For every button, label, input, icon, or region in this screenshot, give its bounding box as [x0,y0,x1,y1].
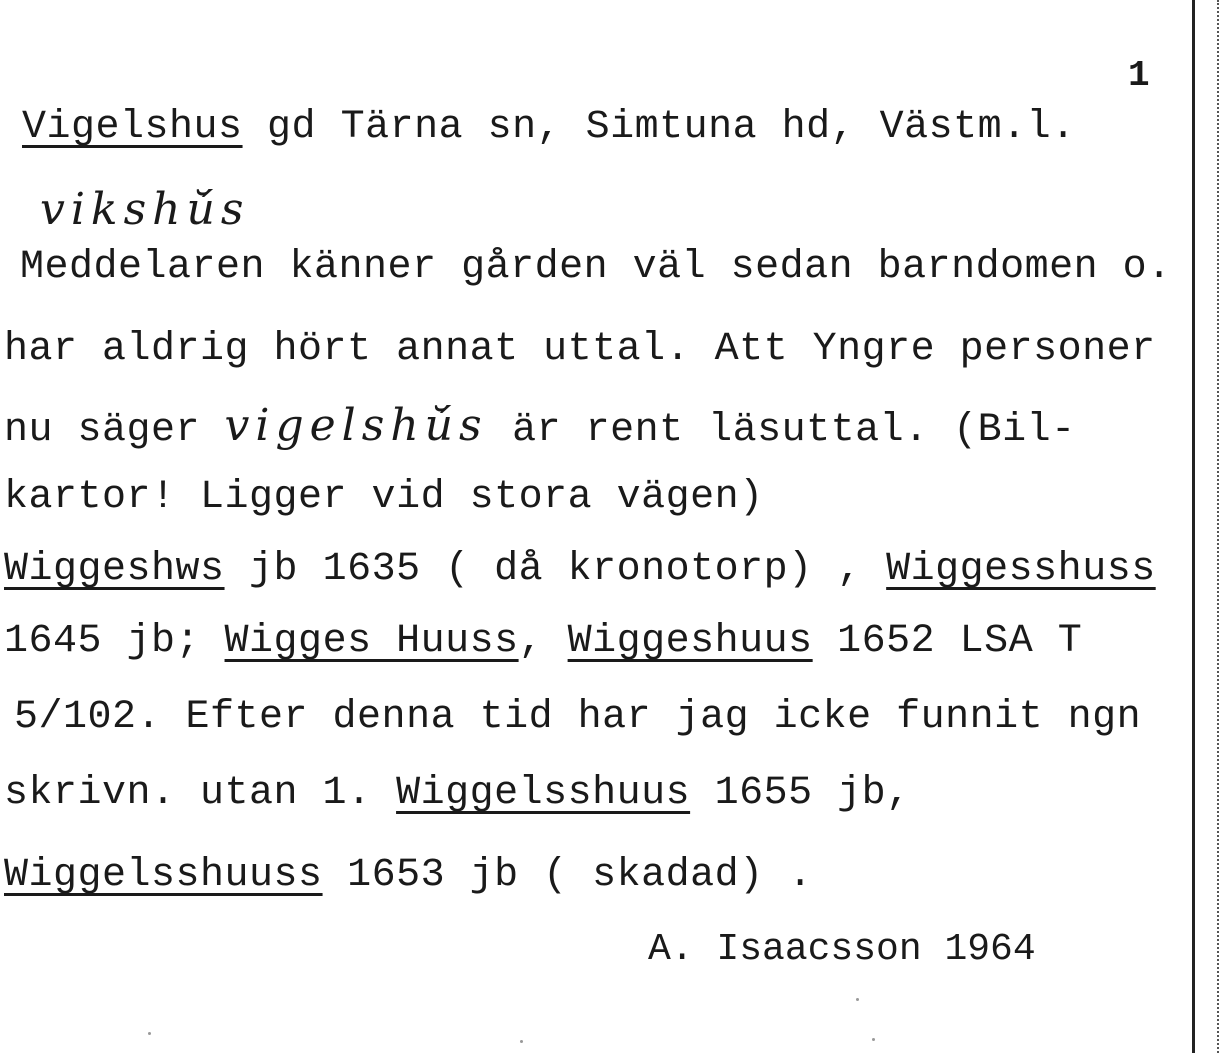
text-line-8-end: 1655 jb, [690,771,911,816]
text-line-5 [4,547,1156,592]
pronunciation-handwritten: vikshŭ́s [40,184,250,235]
form-wigges-huuss: Wigges Huuss [224,619,519,664]
paper-speck [148,1032,151,1035]
text-line-9 [4,853,813,898]
card-heading [22,105,1076,150]
form-wiggeshuus: Wiggeshuus [567,619,813,664]
text-line-5-mid: jb 1635 ( då kronotorp) , [224,547,887,592]
text-line-1: Meddelaren känner gården väl sedan barndomen o. [20,245,1172,290]
form-wiggelsshuuss: Wiggelsshuuss [4,853,323,898]
page-number: 1 [1128,55,1150,96]
paper-speck [520,1040,523,1043]
text-line-3-end: är rent läsuttal. (Bil- [487,408,1076,453]
text-line-6 [4,619,1083,664]
text-line-8-start: skrivn. utan 1. [4,771,397,816]
signature: A. Isaacsson 1964 [648,928,1036,971]
text-line-9-end: 1653 jb ( skadad) . [322,853,813,898]
text-line-7: 5/102. Efter denna tid har jag icke funnit ngn [14,695,1142,740]
place-name: Vigelshus [22,105,243,150]
form-wiggesshuss: Wiggesshuss [886,547,1156,592]
text-line-2: har aldrig hört annat uttal. Att Yngre personer [4,327,1156,372]
text-line-3 [4,400,1076,453]
paper-speck [856,998,859,1001]
form-wiggeshws: Wiggeshws [4,547,225,592]
pronunciation-inline-handwritten: vigelshŭ́s [224,400,488,451]
heading-location: gd Tärna sn, Simtuna hd, Västm.l. [242,105,1076,150]
text-line-4: kartor! Ligger vid stora vägen) [4,475,764,520]
text-line-8 [4,771,911,816]
paper-speck [872,1038,875,1041]
card-right-border [1192,0,1195,1053]
text-line-6-end: 1652 LSA T [812,619,1083,664]
text-line-3-start: nu säger [4,408,225,453]
text-line-6-sep: , [518,619,568,664]
card-edge-dots [1217,0,1221,1053]
text-line-6-start: 1645 jb; [4,619,225,664]
form-wiggelsshuus: Wiggelsshuus [396,771,691,816]
